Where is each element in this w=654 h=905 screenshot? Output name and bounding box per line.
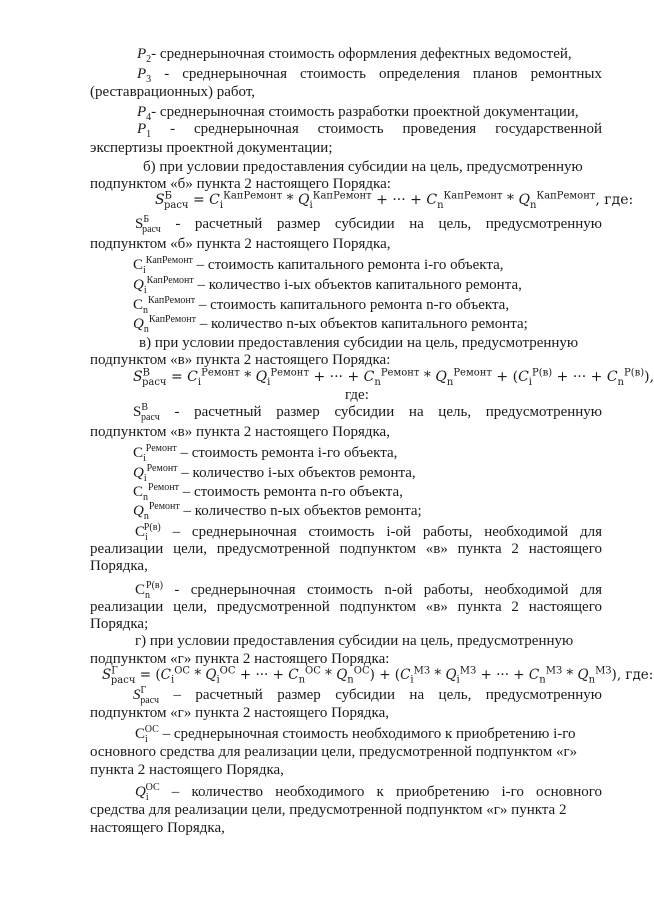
line-qos: $Q_i^{ОС}$ – количество необходимого к приобретению i-го основного <box>135 782 602 803</box>
line-sg-def-cont: подпунктом «г» пункта 2 настоящего Порядка, <box>90 705 390 721</box>
line-qk-n: $Q_n^{КапРемонт}$ – количество n-ых объектов капитального ремонта; <box>133 314 528 335</box>
line-crv-n-end: Порядка; <box>90 616 149 632</box>
line-p2: $P_2-$ среднерыночная стоимость оформления дефектных ведомостей, <box>137 46 572 65</box>
line-p4: $P_4-$ среднерыночная стоимость разработки проектной документации, <box>137 104 579 123</box>
para-v-line2: подпунктом «в» пункта 2 настоящего Порядка: <box>90 352 391 368</box>
line-qr-i: $Q_i^{Ремонт}$ – количество i-ых объектов ремонта, <box>133 463 416 484</box>
line-cos: $C_i^{ОС}$ – среднерыночная стоимость необходимого к приобретению i-го <box>135 724 576 745</box>
line-cos-cont: основного средства для реализации цели, предусмотренной подпунктом «г» <box>90 744 578 760</box>
line-sb-def-cont: подпунктом «б» пункта 2 настоящего Порядка, <box>90 236 391 252</box>
line-ck-i: $C_i^{КапРемонт}$ – стоимость капитального ремонта i-го объекта, <box>133 255 504 276</box>
para-g-line1: г) при условии предоставления субсидии на цель, предусмотренную <box>135 633 574 649</box>
line-crv-i-end: Порядка, <box>90 558 148 574</box>
line-ck-n: $C_n^{КапРемонт}$ – стоимость капитального ремонта n-го объекта, <box>133 295 510 316</box>
line-qos-cont: средства для реализации цели, предусмотренной подпунктом «г» пункта 2 <box>90 802 567 818</box>
line-sv-def: $S^В_{расч}$ - расчетный размер субсидии на цель, предусмотренную <box>133 402 602 423</box>
line-qk-i: $Q_i^{КапРемонт}$ – количество i-ых объектов капитального ремонта, <box>133 275 522 296</box>
line-crv-n: $C_n^{Р(в)}$ - среднерыночная стоимость n-ой работы, необходимой для <box>135 580 602 601</box>
formula-v-where: где: <box>345 387 369 403</box>
line-cos-end: пункта 2 настоящего Порядка, <box>90 762 284 778</box>
line-cr-i: $C_i^{Ремонт}$ – стоимость ремонта i-го объекта, <box>133 443 398 464</box>
line-crv-n-cont: реализации цели, предусмотренной подпунктом «в» пункта 2 настоящего <box>90 599 602 615</box>
para-g-line2: подпунктом «г» пункта 2 настоящего Порядка: <box>90 651 390 667</box>
line-cr-n: $C_n^{Ремонт}$ – стоимость ремонта n-го объекта, <box>133 482 403 503</box>
formula-b: $S^Б_{расч} = C_i^{КапРемонт} * Q_i^{КапРемонт}$ + ··· + $C_n^{КапРемонт} * Q_n^{КапРемонт}$, где: <box>155 190 634 211</box>
line-sg-def: $S^Г_{расч}$ – расчетный размер субсидии на цель, предусмотренную <box>133 685 602 706</box>
para-v-line1: в) при условии предоставления субсидии на цель, предусмотренную <box>139 335 579 351</box>
line-crv-i: $C_i^{Р(в)}$ – среднерыночная стоимость i-ой работы, необходимой для <box>135 522 602 543</box>
line-p3-cont: (реставрационных) работ, <box>90 84 256 100</box>
line-sb-def: $S^Б_{расч}$ - расчетный размер субсидии на цель, предусмотренную <box>135 214 602 235</box>
formula-v: $S^В_{расч} = C_i^{Ремонт} * Q_i^{Ремонт}$ + ··· + $C_n^{Ремонт} * Q_n^{Ремонт} + (C_i^{Р(в)}$ + ··· + $C_n^{Р(в)}$), <box>133 367 654 388</box>
para-b-line1: б) при условии предоставления субсидии на цель, предусмотренную <box>143 159 583 175</box>
line-p1-cont: экспертизы проектной документации; <box>90 140 333 156</box>
line-p1: $P_1$ - среднерыночная стоимость проведения государственной <box>137 121 602 140</box>
line-crv-i-cont: реализации цели, предусмотренной подпунктом «в» пункта 2 настоящего <box>90 541 602 557</box>
line-p3: $P_3$ - среднерыночная стоимость определения планов ремонтных <box>137 66 602 85</box>
para-b-line2: подпунктом «б» пункта 2 настоящего Порядка: <box>90 176 391 192</box>
formula-g: $S^Г_{расч} = (C_i^{ОС} * Q_i^{ОС}$ + ··· + $C_n^{ОС} * Q_n^{ОС}) + (C_i^{МЗ} * Q_i^{МЗ}$ + ··· + $C_n^{МЗ} * Q_n^{МЗ}$), где: <box>102 665 654 686</box>
line-qr-n: $Q_n^{Ремонт}$ – количество n-ых объектов ремонта; <box>133 501 422 522</box>
line-sv-def-cont: подпунктом «в» пункта 2 настоящего Порядка, <box>90 424 390 440</box>
line-qos-end: настоящего Порядка, <box>90 820 225 836</box>
